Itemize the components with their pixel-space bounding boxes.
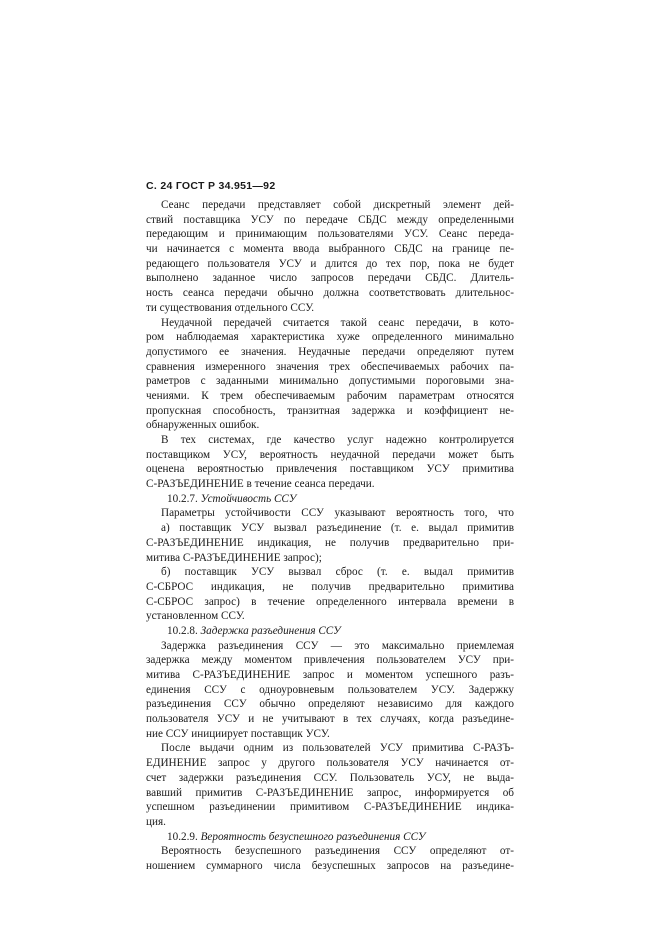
text-line: ЕДИНЕНИЕ запрос у другого пользователя УСУ начинается от- xyxy=(146,757,514,770)
text-line: Вероятность безуспешного разъединения ССУ определяют от- xyxy=(161,845,514,858)
text-line: митива С-РАЗЪЕДИНЕНИЕ запрос и моментом успешного разъ- xyxy=(146,669,514,681)
section-number: 10.2.7. xyxy=(167,492,198,505)
text-line: В тех системах, где качество услуг надежно контролируется xyxy=(161,434,514,446)
text-line: чи начинается с момента ввода выбранного СБДС на границе пе- xyxy=(146,243,514,256)
text-line: редающего пользователя УСУ и длится до тех пор, пока не будет xyxy=(146,257,514,270)
text-line: чениями. К трем обеспечиваемым рабочим параметрам относятся xyxy=(146,389,514,402)
text-line: обнаруженных ошибок. xyxy=(146,419,260,432)
text-line: установленном ССУ. xyxy=(146,610,245,623)
text-line: После выдачи одним из пользователей УСУ примитива С-РАЗЪ- xyxy=(161,742,514,755)
text-line: митива С-РАЗЪЕДИНЕНИЕ запрос); xyxy=(146,551,322,564)
section-title: Вероятность безуспешного разъединения ССУ xyxy=(200,830,426,843)
text-line: единения ССУ с одноуровневым пользователем УСУ. Задержку xyxy=(146,683,514,696)
text-line: ти существования отдельного ССУ. xyxy=(146,301,315,314)
section-number: 10.2.8. xyxy=(167,624,198,637)
text-line: оценена вероятностью привлечения поставщиком УСУ примитива xyxy=(146,463,514,476)
text-line: допустимого ее значения. Неудачные передачи определяют путем xyxy=(146,345,514,358)
text-line: раметров с заданными минимально допустимыми пороговыми зна- xyxy=(146,375,514,388)
section-title: Устойчивость ССУ xyxy=(200,492,297,505)
text-line: б) поставщик УСУ вызвал сброс (т. е. выдал примитив xyxy=(161,566,514,579)
text-line: задержка между моментом привлечения пользователем УСУ при- xyxy=(146,654,514,667)
text-line: передающим и принимающим пользователями УСУ. Сеанс переда- xyxy=(146,228,514,241)
text-line: пропускная способность, транзитная задержка и коэффициент не- xyxy=(146,404,514,417)
document-body xyxy=(146,198,514,874)
text-line: ствий поставщика УСУ по передаче СБДС между определенными xyxy=(146,213,514,226)
text-line: ние ССУ инициирует поставщик УСУ. xyxy=(146,727,330,740)
section-heading xyxy=(146,830,514,845)
text-line: ношением суммарного числа безуспешных запросов на разъедине- xyxy=(146,859,514,872)
section-number: 10.2.9. xyxy=(167,830,198,843)
text-line: поставщиком УСУ, вероятность неудачной передачи может быть xyxy=(146,448,514,461)
text-line: пользователя УСУ и не учитывают в тех случаях, когда разъедине- xyxy=(146,713,514,726)
text-line: Задержка разъединения ССУ — это максимально приемлемая xyxy=(161,639,514,652)
text-line: Параметры устойчивости ССУ указывают вероятность того, что xyxy=(161,507,514,520)
text-line: С-СБРОС запрос) в течение определенного интервала времени в xyxy=(146,595,514,608)
section-heading xyxy=(146,492,514,507)
text-line: ность сеанса передачи обычно должна соответствовать длительнос- xyxy=(146,287,514,300)
text-line: ция. xyxy=(146,815,166,828)
section-title: Задержка разъединения ССУ xyxy=(200,624,341,637)
text-line: Сеанс передачи представляет собой дискретный элемент дей- xyxy=(161,199,514,211)
text-line: счет задержки разъединения ССУ. Пользователь УСУ, не выда- xyxy=(146,771,514,784)
text-line: разъединения ССУ обычно определяют независимо для каждого xyxy=(146,698,514,711)
text-line: сравнения измеренного значения трех обеспечиваемых рабочих па- xyxy=(146,360,514,373)
text-line: С-СБРОС индикация, не получив предварительно примитива xyxy=(146,580,514,593)
text-line: успешном разъединении примитивом С-РАЗЪЕДИНЕНИЕ индика- xyxy=(146,801,514,814)
text-line: ром наблюдаемая характеристика хуже определенного минимально xyxy=(146,331,514,344)
section-heading xyxy=(146,624,514,639)
text-line: С-РАЗЪЕДИНЕНИЕ в течение сеанса передачи. xyxy=(146,478,375,491)
text-line: С-РАЗЪЕДИНЕНИЕ индикация, не получив предварительно при- xyxy=(146,536,514,549)
text-line: Неудачной передачей считается такой сеанс передачи, в кото- xyxy=(161,316,514,329)
text-line: вавший примитив С-РАЗЪЕДИНЕНИЕ запрос, информируется об xyxy=(146,786,514,799)
text-line: а) поставщик УСУ вызвал разъединение (т. е. выдал примитив xyxy=(161,522,514,535)
text-line: выполнено заданное число запросов передачи СБДС. Длитель- xyxy=(146,272,514,285)
page-header: С. 24 ГОСТ Р 34.951—92 xyxy=(146,180,276,192)
